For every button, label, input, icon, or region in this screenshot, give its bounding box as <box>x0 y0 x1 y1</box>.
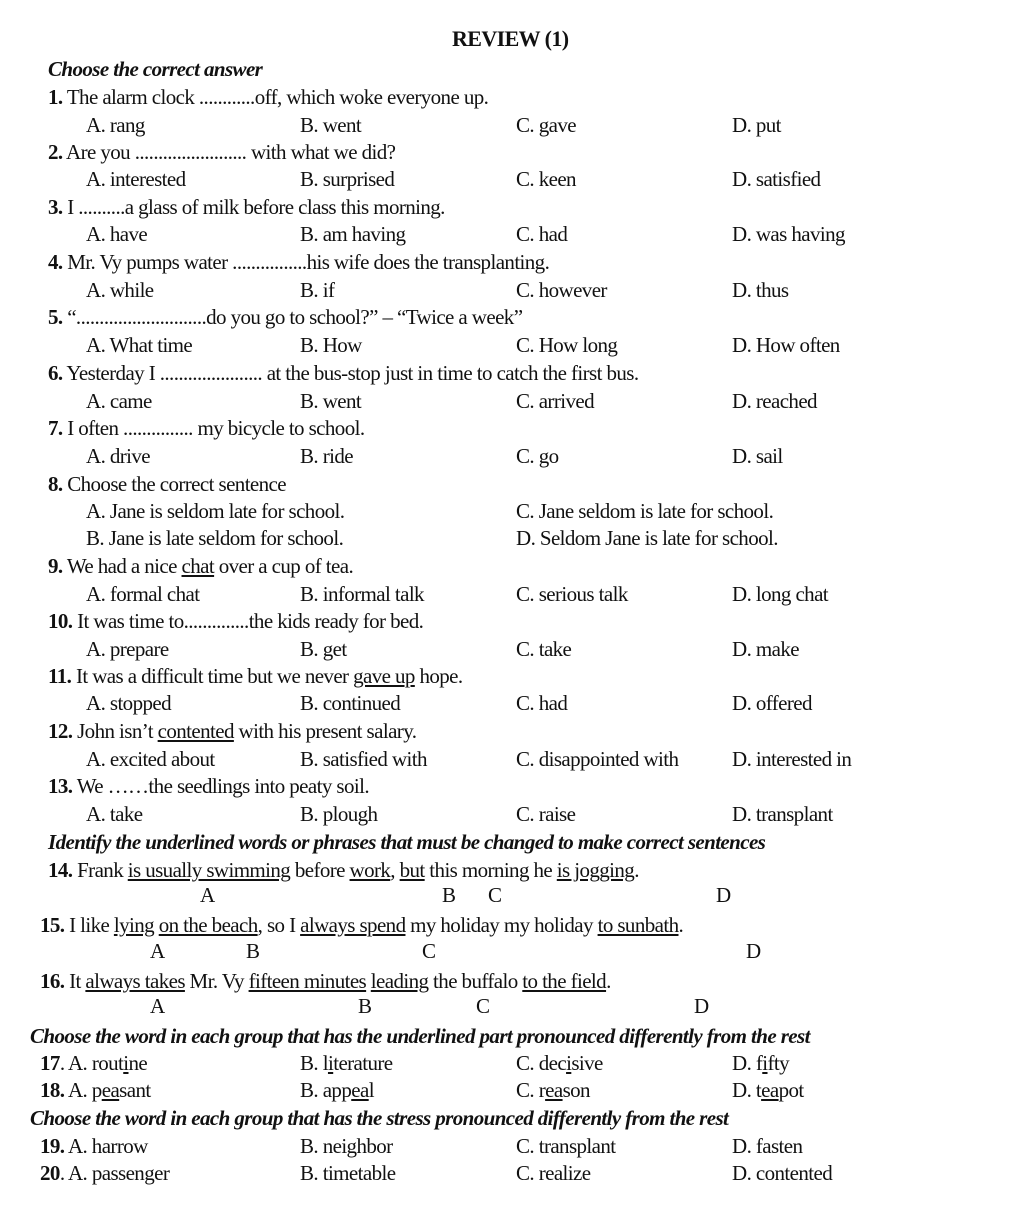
q14-label-a: A <box>200 883 215 907</box>
q3-option-c: C. had <box>516 222 568 246</box>
q10-option-d: D. make <box>732 637 799 661</box>
q3-option-a: A. have <box>86 222 148 246</box>
section-heading-stress: Choose the word in each group that has the stress pronounced differently from the rest <box>30 1106 729 1130</box>
q5-option-a: A. What time <box>86 333 193 357</box>
q1-option-a: A. rang <box>86 113 145 137</box>
q8-option-b: B. Jane is late seldom for school. <box>86 526 344 550</box>
q16-label-b: B <box>358 994 372 1018</box>
q13-option-c: C. raise <box>516 802 576 826</box>
q14-label-c: C <box>488 883 502 907</box>
q11-option-a: A. stopped <box>86 691 171 715</box>
q2-option-a: A. interested <box>86 167 186 191</box>
q16-label-d: D <box>694 994 709 1018</box>
q4-option-b: B. if <box>300 278 335 302</box>
q15-label-b: B <box>246 939 260 963</box>
q13-option-b: B. plough <box>300 802 378 826</box>
q12-underlined: contented <box>157 719 234 743</box>
q5-option-d: D. How often <box>732 333 840 357</box>
q19-option-d: D. fasten <box>732 1134 803 1158</box>
page-title: REVIEW (1) <box>452 26 569 51</box>
q7-option-d: D. sail <box>732 444 783 468</box>
q9-underlined: chat <box>181 554 215 578</box>
q18-option-c: C. reason <box>516 1078 590 1102</box>
q8-option-d: D. Seldom Jane is late for school. <box>516 526 778 550</box>
q10-option-b: B. get <box>300 637 347 661</box>
q19-option-c: C. transplant <box>516 1134 616 1158</box>
question-5: 5. “............................do you go to school?” – “Twice a week” <box>48 305 523 329</box>
q5-option-c: C. How long <box>516 333 618 357</box>
question-16: 16. It always takes Mr. Vy fifteen minutes leading the buffalo to the field. <box>40 969 611 993</box>
question-20: 20. A. passenger <box>40 1161 170 1185</box>
question-12: 12. John isn’t contented with his present salary. <box>48 719 417 743</box>
q7-option-b: B. ride <box>300 444 353 468</box>
q3-option-d: D. was having <box>732 222 845 246</box>
q14-label-b: B <box>442 883 456 907</box>
q15-label-a: A <box>150 939 165 963</box>
q2-option-d: D. satisfied <box>732 167 821 191</box>
q14-label-d: D <box>716 883 731 907</box>
q20-option-c: C. realize <box>516 1161 591 1185</box>
q16-label-a: A <box>150 994 165 1018</box>
q3-option-b: B. am having <box>300 222 406 246</box>
q6-option-d: D. reached <box>732 389 817 413</box>
q12-option-c: C. disappointed with <box>516 747 679 771</box>
q18-option-d: D. teapot <box>732 1078 804 1102</box>
q8-option-c: C. Jane seldom is late for school. <box>516 499 774 523</box>
question-10: 10. It was time to..............the kids ready for bed. <box>48 609 424 633</box>
q6-option-a: A. came <box>86 389 152 413</box>
q11-underlined: gave up <box>353 664 415 688</box>
question-3: 3. I ..........a glass of milk before class this morning. <box>48 195 445 219</box>
q12-option-d: D. interested in <box>732 747 852 771</box>
question-4: 4. Mr. Vy pumps water ................his wife does the transplanting. <box>48 250 550 274</box>
section-heading-pronunciation: Choose the word in each group that has the underlined part pronounced differently from the rest <box>30 1024 810 1048</box>
q8-option-a: A. Jane is seldom late for school. <box>86 499 345 523</box>
q17-option-d: D. fifty <box>732 1051 790 1075</box>
q18-option-b: B. appeal <box>300 1078 374 1102</box>
q7-option-c: C. go <box>516 444 559 468</box>
q1-option-b: B. went <box>300 113 362 137</box>
q19-option-b: B. neighbor <box>300 1134 393 1158</box>
question-6: 6. Yesterday I ...................... at the bus-stop just in time to catch the first bus. <box>48 361 639 385</box>
q4-option-d: D. thus <box>732 278 789 302</box>
question-1: 1. The alarm clock ............off, which woke everyone up. <box>48 85 489 109</box>
question-11: 11. It was a difficult time but we never gave up hope. <box>48 664 463 688</box>
q20-option-b: B. timetable <box>300 1161 396 1185</box>
q10-option-c: C. take <box>516 637 572 661</box>
q9-option-b: B. informal talk <box>300 582 424 606</box>
q1-option-c: C. gave <box>516 113 576 137</box>
q1-option-d: D. put <box>732 113 781 137</box>
question-13: 13. We ……the seedlings into peaty soil. <box>48 774 369 798</box>
q17-option-b: B. literature <box>300 1051 393 1075</box>
question-14: 14. Frank is usually swimming before work, but this morning he is jogging. <box>48 858 639 882</box>
q11-option-c: C. had <box>516 691 568 715</box>
question-2: 2. Are you ........................ with what we did? <box>48 140 396 164</box>
question-18: 18. A. peasant <box>40 1078 151 1102</box>
q15-label-c: C <box>422 939 436 963</box>
q9-option-a: A. formal chat <box>86 582 200 606</box>
question-15: 15. I like lying on the beach, so I always spend my holiday my holiday to sunbath. <box>40 913 684 937</box>
q7-option-a: A. drive <box>86 444 151 468</box>
question-8: 8. Choose the correct sentence <box>48 472 286 496</box>
q12-option-b: B. satisfied with <box>300 747 427 771</box>
q4-option-a: A. while <box>86 278 154 302</box>
q15-label-d: D <box>746 939 761 963</box>
q17-option-c: C. decisive <box>516 1051 603 1075</box>
section-heading-identify-errors: Identify the underlined words or phrases that must be changed to make correct sentences <box>48 830 766 854</box>
q6-option-c: C. arrived <box>516 389 594 413</box>
q16-label-c: C <box>476 994 490 1018</box>
q20-option-d: D. contented <box>732 1161 833 1185</box>
q6-option-b: B. went <box>300 389 362 413</box>
q9-option-d: D. long chat <box>732 582 829 606</box>
q10-option-a: A. prepare <box>86 637 169 661</box>
q9-option-c: C. serious talk <box>516 582 628 606</box>
q11-option-b: B. continued <box>300 691 401 715</box>
section-heading-correct-answer: Choose the correct answer <box>48 57 263 81</box>
q2-option-b: B. surprised <box>300 167 395 191</box>
q13-option-d: D. transplant <box>732 802 833 826</box>
q5-option-b: B. How <box>300 333 362 357</box>
q4-option-c: C. however <box>516 278 607 302</box>
question-19: 19. A. harrow <box>40 1134 148 1158</box>
q11-option-d: D. offered <box>732 691 812 715</box>
question-9: 9. We had a nice chat over a cup of tea. <box>48 554 354 578</box>
question-17: 17. A. routine <box>40 1051 148 1075</box>
q13-option-a: A. take <box>86 802 143 826</box>
q2-option-c: C. keen <box>516 167 576 191</box>
q12-option-a: A. excited about <box>86 747 215 771</box>
question-7: 7. I often ............... my bicycle to school. <box>48 416 365 440</box>
